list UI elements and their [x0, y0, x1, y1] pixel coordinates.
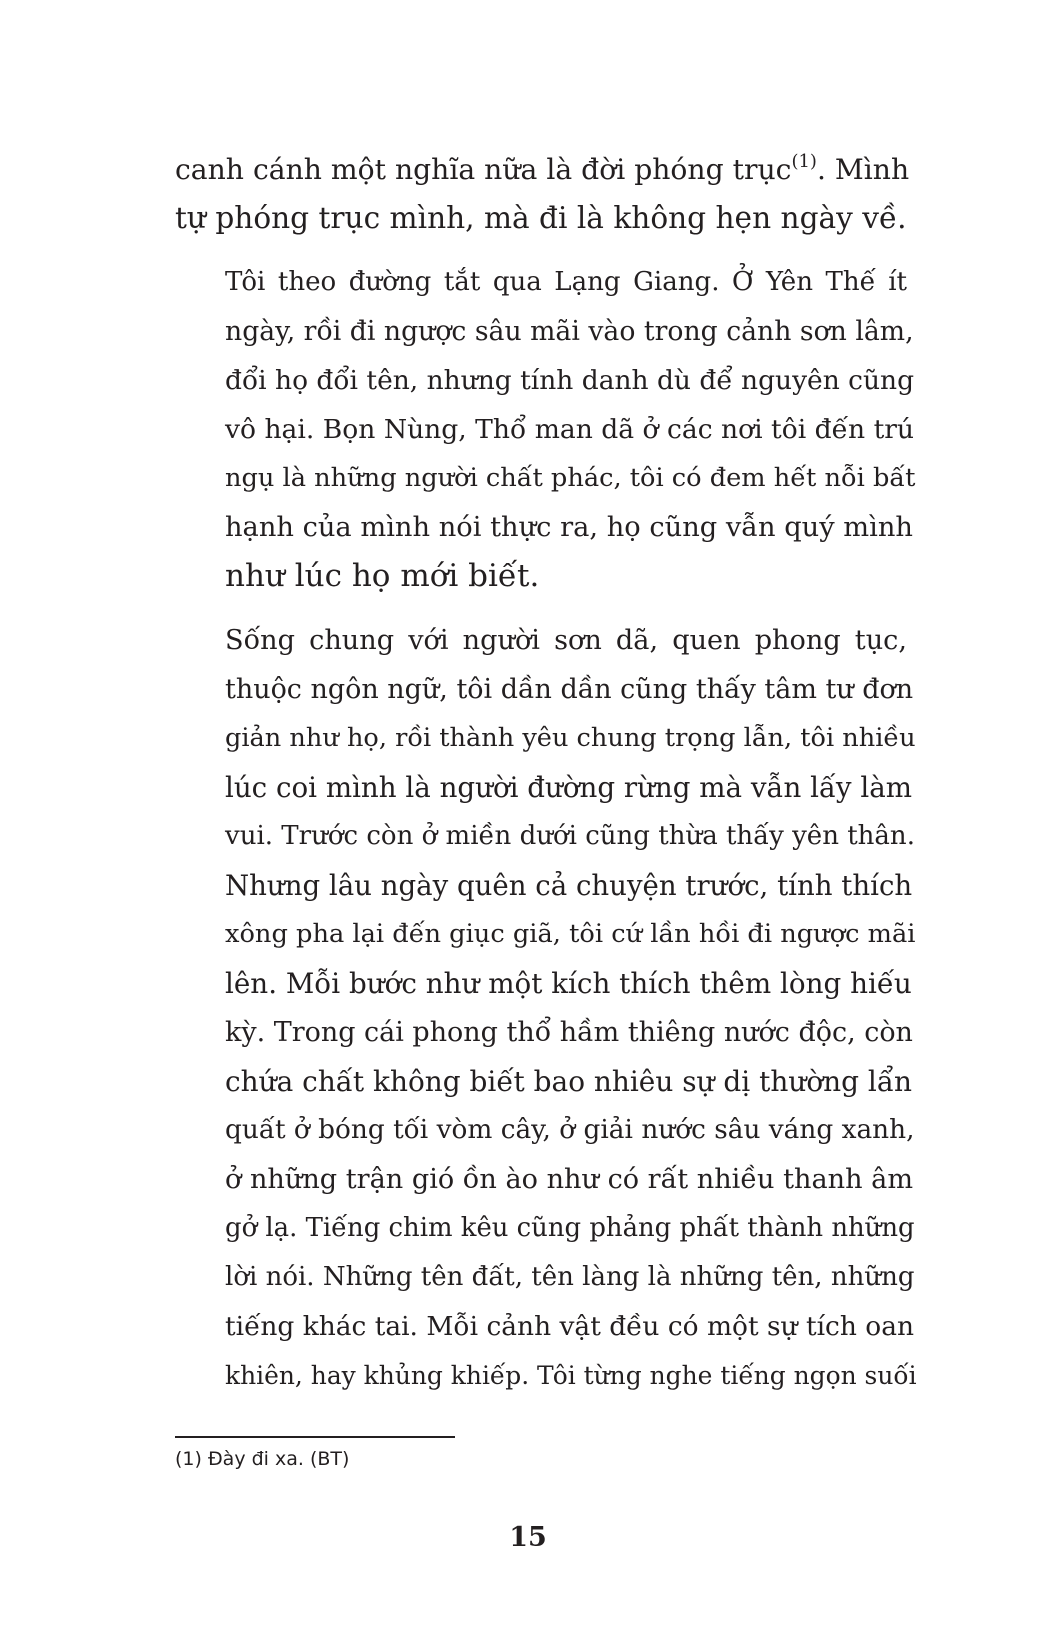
text-line: ngụ là những người chất phác, tôi có đem hết nỗi bất: [225, 463, 916, 493]
text-line: Sống chung với người sơn dã, quen phong tục,: [225, 625, 907, 656]
text-line: tiếng khác tai. Mỗi cảnh vật đều có một sự tích oan: [225, 1311, 915, 1342]
text-line: giản như họ, rồi thành yêu chung trọng lẫn, tôi nhiều: [225, 723, 916, 753]
page-number: 15: [509, 1522, 547, 1553]
text-line: đổi họ đổi tên, nhưng tính danh dù để nguyên cũng: [225, 365, 915, 396]
text-line: gở lạ. Tiếng chim kêu cũng phảng phất thành những: [225, 1213, 915, 1243]
text-line: lúc coi mình là người đường rừng mà vẫn lấy làm: [225, 771, 912, 804]
text-line: như lúc họ mới biết.: [225, 558, 540, 594]
text-line: quất ở bóng tối vòm cây, ở giải nước sâu váng xanh,: [225, 1115, 915, 1145]
text-line: ngày, rồi đi ngược sâu mãi vào trong cảnh sơn lâm,: [225, 316, 914, 347]
text-line: ở những trận gió ồn ào như có rất nhiều thanh âm: [225, 1164, 914, 1195]
text-line: kỳ. Trong cái phong thổ hầm thiêng nước độc, còn: [225, 1017, 913, 1048]
paragraph-3: [175, 616, 917, 1400]
paragraph-1: [175, 145, 910, 243]
footnote-separator: [175, 1436, 455, 1438]
text-line: xông pha lại đến giục giã, tôi cứ lần hồi đi ngược mãi: [225, 919, 916, 949]
text-line: vô hại. Bọn Nùng, Thổ man dã ở các nơi tôi đến trú: [225, 414, 915, 445]
text-line: chứa chất không biết bao nhiêu sự dị thường lẩn: [225, 1065, 912, 1098]
text-line-tail: . Mình: [816, 153, 910, 186]
text-line: lên. Mỗi bước như một kích thích thêm lòng hiếu: [225, 967, 912, 1000]
text-line: thuộc ngôn ngữ, tôi dần dần cũng thấy tâm tư đơn: [225, 674, 914, 705]
text-line: Tôi theo đường tắt qua Lạng Giang. Ở Yên Thế ít: [225, 267, 907, 297]
text-line: [175, 145, 910, 194]
text-line: hạnh của mình nói thực ra, họ cũng vẫn quý mình: [225, 512, 913, 543]
text-line: khiên, hay khủng khiếp. Tôi từng nghe tiếng ngọn suối: [225, 1361, 917, 1390]
body-text: [175, 145, 917, 1400]
paragraph-2: [175, 258, 916, 601]
text-line-content: canh cánh một nghĩa nữa là đời phóng trục: [175, 153, 792, 186]
text-line: tự phóng trục mình, mà đi là không hẹn ngày về.: [175, 201, 907, 235]
text-line: Nhưng lâu ngày quên cả chuyện trước, tính thích: [225, 869, 913, 902]
text-line: vui. Trước còn ở miền dưới cũng thừa thấy yên thân.: [225, 821, 915, 851]
footnote-reference: (1): [791, 151, 817, 172]
text-line: lời nói. Những tên đất, tên làng là những tên, những: [225, 1262, 915, 1292]
footnote-text: (1) Đày đi xa. (BT): [175, 1448, 350, 1470]
